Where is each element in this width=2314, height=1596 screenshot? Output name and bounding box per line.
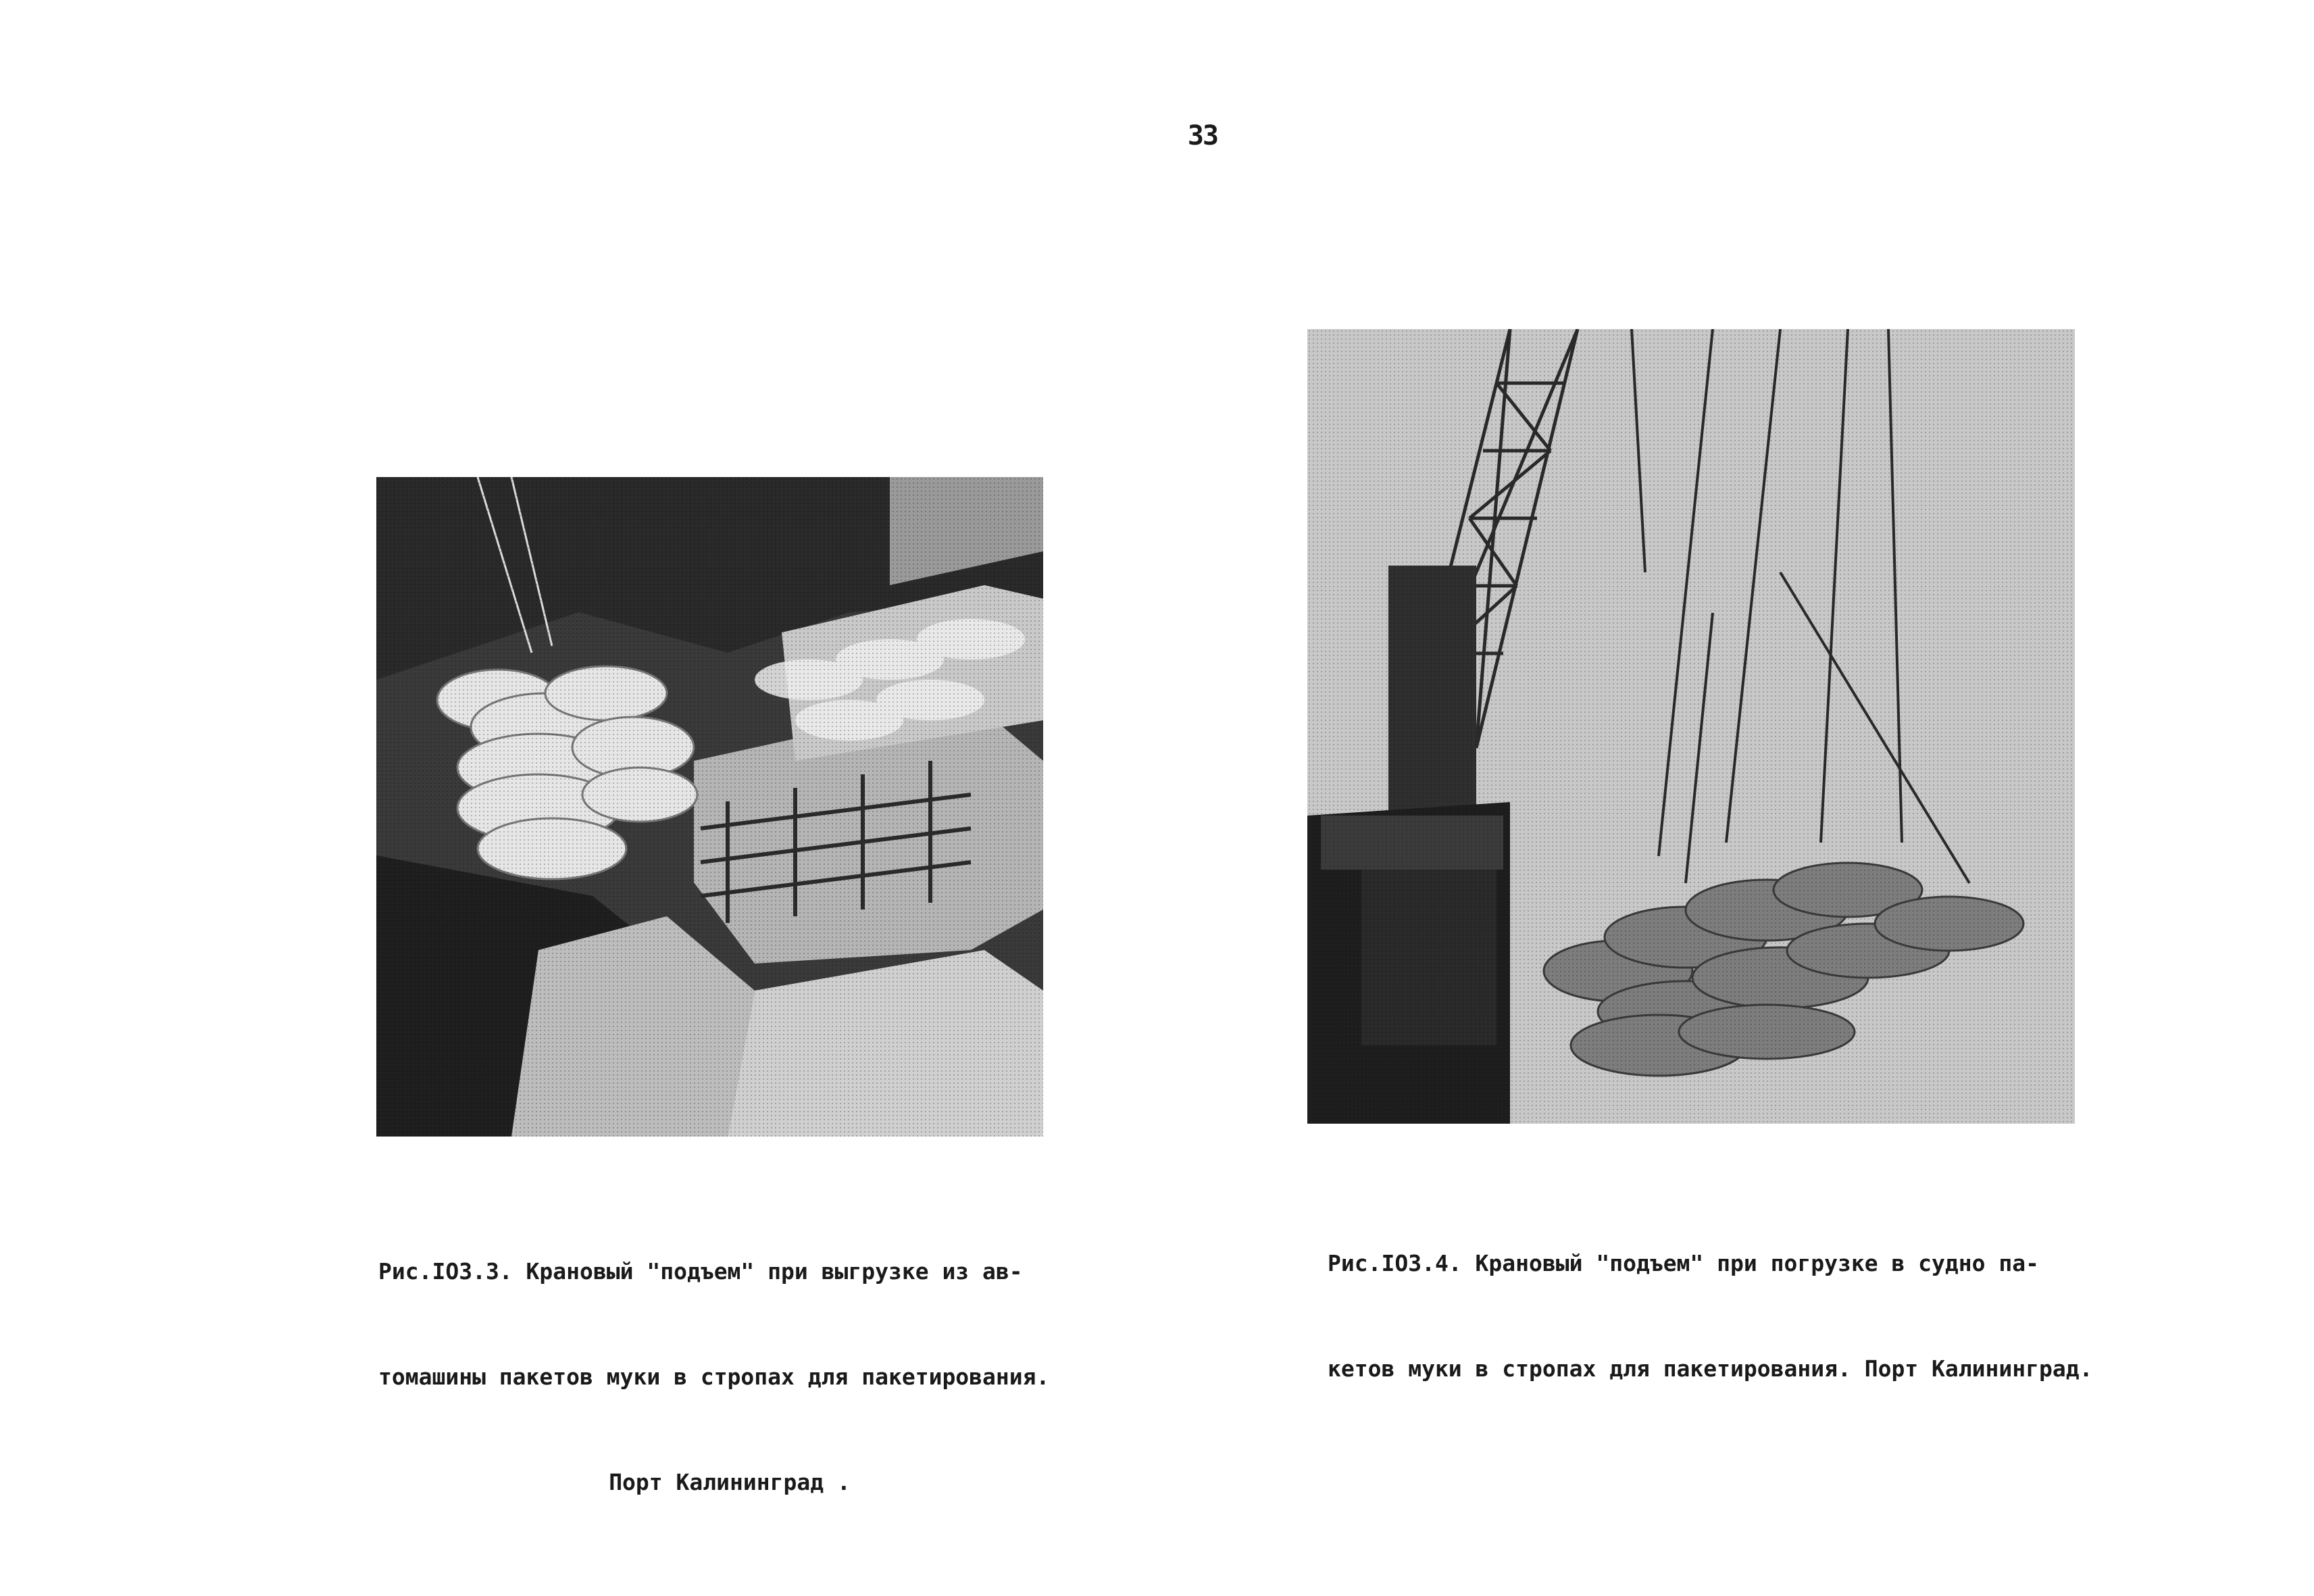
caption-line: Рис.IO3.4. Крановый "подъем" при погрузке в судно па- [1328,1250,2039,1276]
caption-line: Рис.IO3.3. Крановый "подъем" при выгрузке из ав- [378,1258,1023,1285]
photo-crane-loading [1307,329,2075,1124]
photo-truck-unloading [376,477,1043,1137]
caption-line: кетов муки в стропах для пакетирования. Порт Калининград. [1328,1355,2093,1382]
figure-caption-103-4 [1328,1176,2152,1422]
figure-photo-left [376,477,1043,1137]
figure-photo-right [1307,329,2075,1124]
caption-line: томашины пакетов муки в стропах для пакетирования. [378,1364,1050,1390]
caption-line: Порт Калининград . [609,1469,851,1495]
figure-caption-103-3 [378,1184,1081,1535]
page-number: 33 [1187,120,1218,151]
